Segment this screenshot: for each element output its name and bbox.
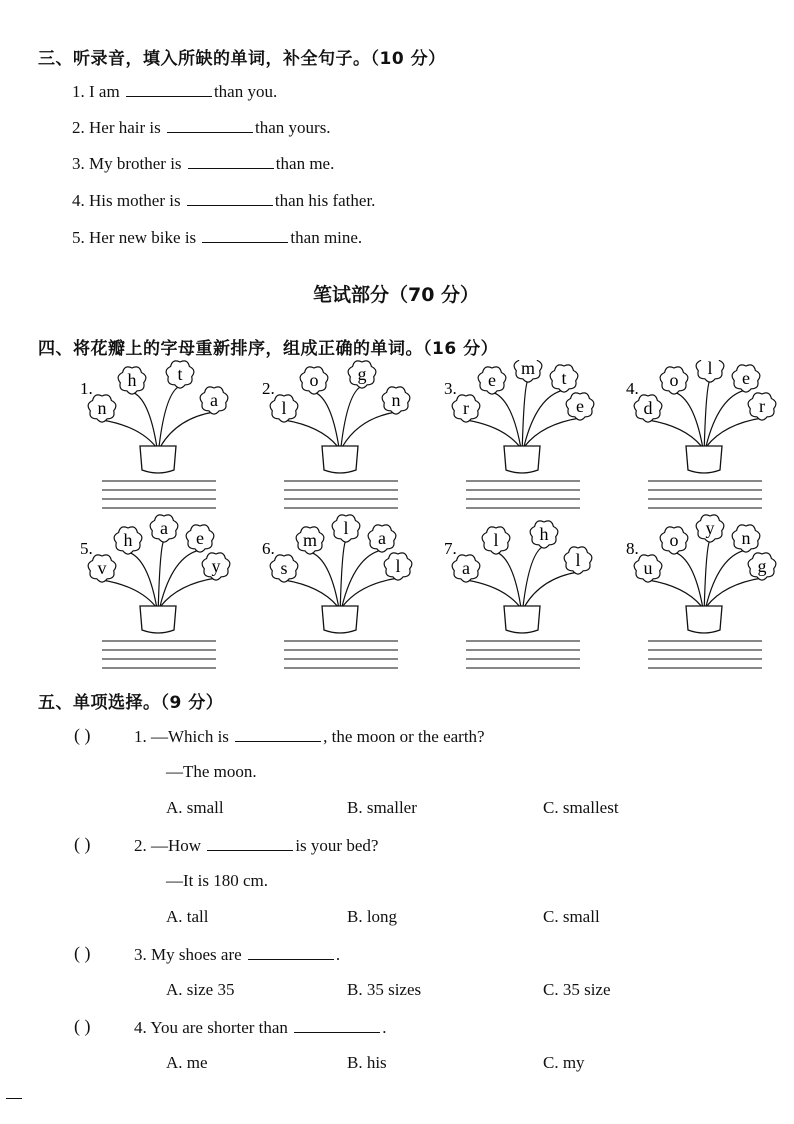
stem bbox=[161, 412, 214, 446]
petal-letter: h bbox=[539, 524, 549, 544]
listen-item-5 bbox=[72, 227, 362, 248]
flower-pots-area bbox=[0, 360, 794, 690]
petal-letter: s bbox=[280, 558, 288, 578]
question-text: You are shorter than bbox=[150, 1018, 288, 1037]
question-1-reply: —The moon. bbox=[166, 762, 257, 781]
stem bbox=[648, 420, 701, 446]
pot-shape bbox=[140, 606, 176, 633]
section-5-title: 五、单项选择。（9 分） bbox=[38, 693, 224, 713]
item-text: Her new bike is bbox=[89, 228, 197, 247]
pot-number: 3. bbox=[444, 379, 457, 398]
petal-letter: l bbox=[343, 518, 349, 538]
item-text: I am bbox=[89, 82, 120, 101]
answer-parentheses[interactable]: ( ) bbox=[74, 834, 91, 854]
question-text: . bbox=[382, 1018, 387, 1037]
option-a[interactable]: A. small bbox=[166, 798, 224, 817]
item-text: than me. bbox=[275, 154, 335, 173]
question-number: 3. bbox=[134, 945, 147, 964]
item-text: than his father. bbox=[274, 191, 376, 210]
pot-shape bbox=[140, 446, 176, 473]
option-c[interactable]: C. smallest bbox=[543, 798, 619, 817]
petal-letter: o bbox=[309, 370, 319, 390]
stem bbox=[161, 578, 216, 606]
item-number: 5. bbox=[72, 228, 85, 247]
answer-blank[interactable] bbox=[202, 227, 288, 243]
petal-letter: a bbox=[378, 528, 386, 548]
petal-letter: e bbox=[196, 528, 204, 548]
petal-letter: u bbox=[643, 558, 653, 578]
answer-blank[interactable] bbox=[207, 835, 293, 851]
pot-number: 4. bbox=[626, 379, 639, 398]
option-a[interactable]: A. size 35 bbox=[166, 980, 235, 999]
item-text: My brother is bbox=[89, 154, 182, 173]
pot-number: 2. bbox=[262, 379, 275, 398]
flower-pot-2 bbox=[262, 361, 410, 508]
petal-letter: h bbox=[127, 370, 137, 390]
stem bbox=[466, 420, 519, 446]
option-b[interactable]: B. 35 sizes bbox=[347, 980, 422, 999]
stem bbox=[314, 392, 339, 446]
pot-shape bbox=[322, 446, 358, 473]
answer-parentheses[interactable]: ( ) bbox=[74, 1016, 91, 1036]
question-text: My shoes are bbox=[151, 945, 242, 964]
item-number: 4. bbox=[72, 191, 85, 210]
question-text: , the moon or the earth? bbox=[323, 727, 485, 746]
petal-letter: a bbox=[462, 558, 470, 578]
page-edge-mark bbox=[6, 1098, 22, 1099]
answer-parentheses[interactable]: ( ) bbox=[74, 725, 91, 745]
petal-letter: o bbox=[669, 530, 679, 550]
answer-blank[interactable] bbox=[187, 190, 273, 206]
petal-letter: m bbox=[520, 360, 536, 378]
petal-letter: l bbox=[575, 550, 581, 570]
option-b[interactable]: B. his bbox=[347, 1053, 387, 1072]
flower-pot-4 bbox=[626, 360, 776, 508]
stem bbox=[525, 418, 580, 446]
item-text: than you. bbox=[213, 82, 278, 101]
question-text: is your bed? bbox=[295, 836, 379, 855]
stem bbox=[524, 390, 564, 446]
stem bbox=[496, 552, 521, 606]
petal-letter: m bbox=[302, 530, 318, 550]
option-c[interactable]: C. small bbox=[543, 907, 600, 926]
section-3-title: 三、听录音，填入所缺的单词，补全句子。（10 分） bbox=[38, 49, 446, 69]
section-4-title: 四、将花瓣上的字母重新排序，组成正确的单词。（16 分） bbox=[38, 339, 499, 359]
stem bbox=[674, 392, 703, 446]
item-number: 2. bbox=[72, 118, 85, 137]
stem bbox=[648, 580, 701, 606]
question-2 bbox=[134, 835, 378, 856]
petal-letter: e bbox=[742, 368, 750, 388]
question-text: . bbox=[335, 945, 341, 964]
question-number: 1. bbox=[134, 727, 147, 746]
stem bbox=[343, 578, 398, 606]
petal-letter: t bbox=[561, 368, 567, 388]
flower-pot-3 bbox=[444, 360, 594, 508]
stem bbox=[342, 550, 382, 606]
flower-pot-8 bbox=[626, 515, 776, 668]
petal-letter: y bbox=[705, 518, 715, 538]
pot-number: 7. bbox=[444, 539, 457, 558]
petal-letter: h bbox=[123, 530, 133, 550]
petal-letter: a bbox=[160, 518, 168, 538]
petal-letter: a bbox=[210, 390, 218, 410]
question-2-reply: —It is 180 cm. bbox=[166, 871, 268, 890]
written-part-title: 笔试部分（70 分） bbox=[313, 284, 480, 306]
petal-letter: n bbox=[97, 398, 107, 418]
item-number: 1. bbox=[72, 82, 85, 101]
item-text: than yours. bbox=[255, 118, 331, 137]
question-number: 4. bbox=[134, 1018, 147, 1037]
question-3 bbox=[134, 944, 340, 965]
stem bbox=[102, 580, 155, 606]
petal-letter: l bbox=[395, 556, 401, 576]
stem bbox=[343, 412, 396, 446]
pot-number: 5. bbox=[80, 539, 93, 558]
question-4 bbox=[134, 1017, 386, 1038]
petal-letter: l bbox=[493, 530, 499, 550]
flower-pot-1 bbox=[80, 361, 228, 508]
pot-number: 1. bbox=[80, 379, 93, 398]
petal-letter: l bbox=[281, 398, 287, 418]
petal-letter: y bbox=[211, 556, 221, 576]
petal-letter: n bbox=[391, 390, 401, 410]
item-text: than mine. bbox=[290, 228, 363, 247]
listen-item-3 bbox=[72, 153, 334, 174]
pot-number: 6. bbox=[262, 539, 275, 558]
option-c[interactable]: C. 35 size bbox=[543, 980, 611, 999]
petal-letter: v bbox=[97, 558, 107, 578]
option-a[interactable]: A. me bbox=[166, 1053, 208, 1072]
petal-letter: g bbox=[357, 364, 367, 384]
stem bbox=[707, 578, 762, 606]
pot-shape bbox=[504, 446, 540, 473]
question-text: —Which is bbox=[151, 727, 229, 746]
stem bbox=[707, 418, 762, 446]
stem bbox=[492, 392, 521, 446]
answer-blank[interactable] bbox=[188, 153, 274, 169]
question-text: —How bbox=[151, 836, 202, 855]
stem bbox=[132, 392, 157, 446]
stem bbox=[523, 546, 544, 606]
pot-shape bbox=[322, 606, 358, 633]
question-1 bbox=[134, 726, 485, 747]
petal-letter: o bbox=[669, 370, 679, 390]
flower-pot-5 bbox=[80, 515, 230, 668]
item-text: His mother is bbox=[89, 191, 181, 210]
petal-letter: d bbox=[643, 398, 653, 418]
stem bbox=[284, 580, 337, 606]
option-b[interactable]: B. long bbox=[347, 907, 398, 926]
petal-letter: e bbox=[576, 396, 584, 416]
pot-number: 8. bbox=[626, 539, 639, 558]
stem bbox=[706, 550, 746, 606]
option-b[interactable]: B. smaller bbox=[347, 798, 417, 817]
stem bbox=[674, 552, 703, 606]
stem bbox=[159, 386, 180, 446]
answer-blank[interactable] bbox=[294, 1017, 380, 1033]
stem bbox=[525, 572, 578, 606]
stem bbox=[466, 580, 519, 606]
stem bbox=[706, 390, 746, 446]
flower-pot-6 bbox=[262, 515, 412, 668]
stem bbox=[341, 386, 362, 446]
pot-shape bbox=[686, 446, 722, 473]
flower-pot-7 bbox=[444, 521, 592, 668]
answer-blank[interactable] bbox=[235, 726, 321, 742]
petal-letter: r bbox=[759, 396, 765, 416]
listen-item-1 bbox=[72, 81, 277, 102]
stem bbox=[284, 420, 337, 446]
pot-shape bbox=[686, 606, 722, 633]
petal-letter: e bbox=[488, 370, 496, 390]
pot-shape bbox=[504, 606, 540, 633]
stem bbox=[160, 550, 200, 606]
petal-letter: t bbox=[177, 364, 183, 384]
listen-item-2 bbox=[72, 117, 331, 138]
stem bbox=[102, 420, 155, 446]
answer-blank[interactable] bbox=[167, 117, 253, 133]
listen-item-4 bbox=[72, 190, 375, 211]
stem bbox=[128, 552, 157, 606]
petal-letter: r bbox=[463, 398, 469, 418]
petal-letter: g bbox=[757, 556, 767, 576]
option-a[interactable]: A. tall bbox=[166, 907, 209, 926]
answer-parentheses[interactable]: ( ) bbox=[74, 943, 91, 963]
stem bbox=[310, 552, 339, 606]
petal-letter: l bbox=[707, 360, 713, 378]
item-text: Her hair is bbox=[89, 118, 161, 137]
item-number: 3. bbox=[72, 154, 85, 173]
petal-letter: n bbox=[741, 528, 751, 548]
answer-blank[interactable] bbox=[126, 81, 212, 97]
option-c[interactable]: C. my bbox=[543, 1053, 585, 1072]
question-number: 2. bbox=[134, 836, 147, 855]
answer-blank[interactable] bbox=[248, 944, 334, 960]
